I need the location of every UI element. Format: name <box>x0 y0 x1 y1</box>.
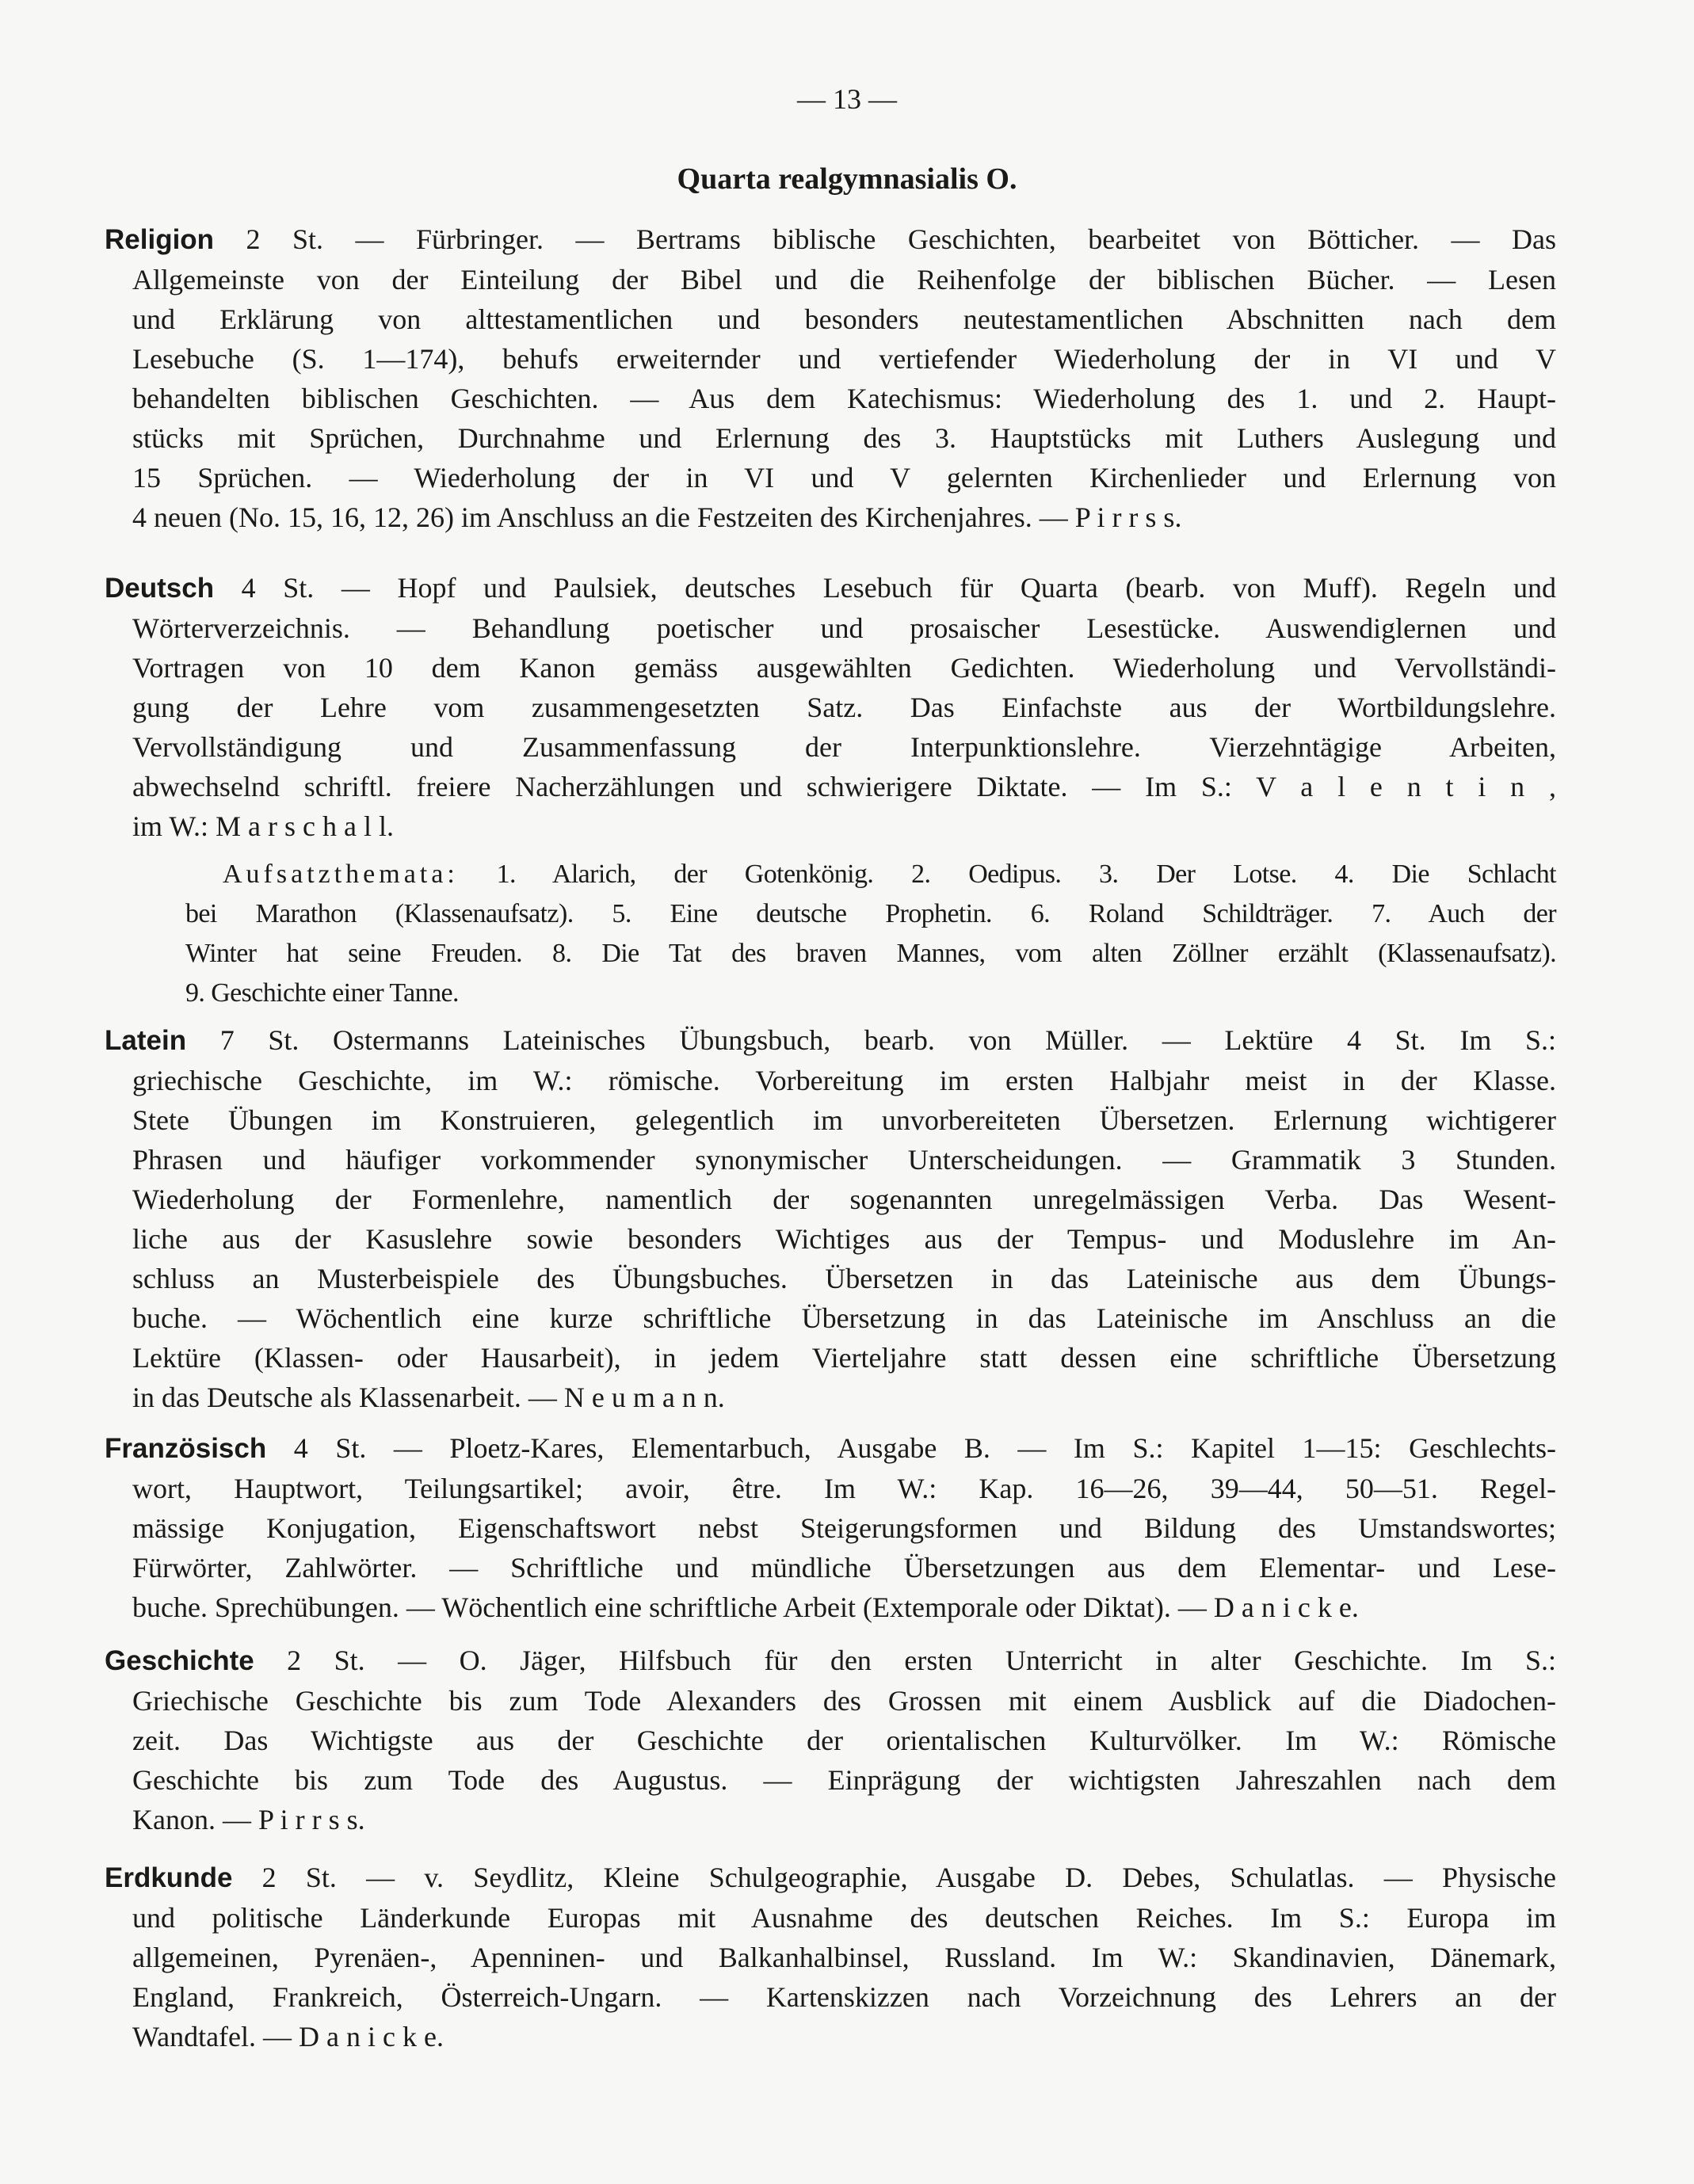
text-line <box>105 1800 1556 1839</box>
text-line <box>105 1298 1556 1338</box>
line-text: schluss an Musterbeispiele des Übungsbuches. Übersetzen in das Lateinische aus dem Übungs- <box>132 1263 1556 1294</box>
section-heading: Erdkunde <box>105 1862 233 1893</box>
section-geschichte <box>105 1641 1556 1839</box>
line-text: wort, Hauptwort, Teilungsartikel; avoir, être. Im W.: Kap. 16—26, 39—44, 50—51. Regel- <box>132 1473 1556 1504</box>
line-text: und Erklärung von alttestamentlichen und besonders neutestamentlichen Abschnitten nach dem <box>132 303 1556 335</box>
section-heading: Geschichte <box>105 1645 254 1676</box>
text-line <box>105 260 1556 299</box>
text-line <box>105 458 1556 497</box>
text-line <box>105 1898 1556 1938</box>
text-line <box>185 934 1556 974</box>
line-text: in das Deutsche als Klassenarbeit. — N e u m a n n. <box>132 1382 725 1413</box>
text-line <box>105 1469 1556 1508</box>
line-text: England, Frankreich, Österreich-Ungarn. — Kartenskizzen nach Vorzeichnung des Lehrers an der <box>132 1981 1556 2013</box>
text-line <box>105 497 1556 537</box>
line-text: griechische Geschichte, im W.: römische. Vorbereitung im ersten Halbjahr meist in der Klasse. <box>132 1065 1556 1096</box>
text-line <box>105 727 1556 767</box>
text-line <box>105 1641 1556 1681</box>
line-text: bei Marathon (Klassenaufsatz). 5. Eine deutsche Prophetin. 6. Roland Schildträger. 7. Auch der <box>185 899 1556 928</box>
section-deutsch <box>105 568 1556 846</box>
section-aufsatzthemata <box>185 855 1556 1013</box>
line-text: 2 St. — v. Seydlitz, Kleine Schulgeographie, Ausgabe D. Debes, Schulatlas. — Physische <box>232 1862 1556 1893</box>
text-line <box>105 608 1556 648</box>
text-line <box>105 2017 1556 2056</box>
line-text: zeit. Das Wichtigste aus der Geschichte der orientalischen Kulturvölker. Im W.: Römische <box>132 1725 1556 1756</box>
line-text: 7 St. Ostermanns Lateinisches Übungsbuch, bearb. von Müller. — Lektüre 4 St. Im S.: <box>186 1024 1556 1056</box>
text-line <box>105 339 1556 379</box>
text-line <box>105 1587 1556 1627</box>
text-line <box>105 1681 1556 1721</box>
line-text: mässige Konjugation, Eigenschaftswort nebst Steigerungsformen und Bildung des Umstandswortes; <box>132 1512 1556 1544</box>
line-text: Wörterverzeichnis. — Behandlung poetischer und prosaischer Lesestücke. Auswendiglernen und <box>132 612 1556 644</box>
line-text: Wiederholung der Formenlehre, namentlich der sogenannten unregelmässigen Verba. Das Wesent- <box>132 1183 1556 1215</box>
text-line <box>105 1760 1556 1800</box>
line-text: Winter hat seine Freuden. 8. Die Tat des braven Mannes, vom alten Zöllner erzählt (Klassenaufsatz). <box>185 939 1556 968</box>
text-line <box>105 1061 1556 1100</box>
text-line <box>105 1180 1556 1219</box>
line-text: stücks mit Sprüchen, Durchnahme und Erlernung des 3. Hauptstücks mit Luthers Auslegung und <box>132 422 1556 454</box>
line-text: Phrasen und häufiger vorkommender synonymischer Unterscheidungen. — Grammatik 3 Stunden. <box>132 1144 1556 1176</box>
line-text: 4 St. — Hopf und Paulsiek, deutsches Lesebuch für Quarta (bearb. von Muff). Regeln und <box>214 572 1556 604</box>
text-line <box>105 379 1556 418</box>
line-text: 2 St. — O. Jäger, Hilfsbuch für den ersten Unterricht in alter Geschichte. Im S.: <box>254 1645 1556 1676</box>
line-text: 15 Sprüchen. — Wiederholung der in VI und V gelernten Kirchenlieder und Erlernung von <box>132 462 1556 494</box>
line-text: Wandtafel. — D a n i c k e. <box>132 2021 444 2053</box>
line-text: Fürwörter, Zahlwörter. — Schriftliche und mündliche Übersetzungen aus dem Elementar- und Lese- <box>132 1552 1556 1584</box>
text-line <box>105 418 1556 458</box>
line-text: 9. Geschichte einer Tanne. <box>185 978 459 1008</box>
section-heading: Deutsch <box>105 573 215 604</box>
line-text: buche. — Wöchentlich eine kurze schriftliche Übersetzung in das Lateinische im Anschluss an die <box>132 1302 1556 1334</box>
text-line <box>105 1020 1556 1061</box>
text-line <box>185 855 1556 894</box>
text-line <box>185 974 1556 1013</box>
text-line <box>105 1378 1556 1417</box>
line-text: Vortragen von 10 dem Kanon gemäss ausgewählten Gedichten. Wiederholung und Vervollständi- <box>132 652 1556 684</box>
text-line <box>105 1508 1556 1548</box>
text-line <box>105 1858 1556 1898</box>
line-text: und politische Länderkunde Europas mit Ausnahme des deutschen Reiches. Im S.: Europa im <box>132 1902 1556 1934</box>
page-title: Quarta realgymnasialis O. <box>677 162 1017 196</box>
text-line <box>105 1100 1556 1140</box>
line-text: Allgemeinste von der Einteilung der Bibel und die Reihenfolge der biblischen Bücher. — Lesen <box>132 264 1556 295</box>
text-line <box>105 1938 1556 1977</box>
text-line <box>105 1548 1556 1587</box>
text-line <box>105 1721 1556 1760</box>
text-line <box>105 219 1556 260</box>
line-text: 2 St. — Fürbringer. — Bertrams biblische Geschichten, bearbeitet von Bötticher. — Das <box>214 223 1556 255</box>
line-text: gung der Lehre vom zusammengesetzten Satz. Das Einfachste aus der Wortbildungslehre. <box>132 692 1556 723</box>
text-line <box>105 688 1556 727</box>
line-text: Vervollständigung und Zusammenfassung der Interpunktionslehre. Vierzehntägige Arbeiten, <box>132 731 1556 763</box>
section-latein <box>105 1020 1556 1417</box>
section-religion <box>105 219 1556 537</box>
line-text: abwechselnd schriftl. freiere Nacherzählungen und schwierigere Diktate. — Im S.: V a l e n t i n , <box>132 771 1556 802</box>
line-text: Stete Übungen im Konstruieren, gelegentlich im unvorbereiteten Übersetzen. Erlernung wichtigerer <box>132 1104 1556 1136</box>
text-line <box>105 299 1556 339</box>
section-erdkunde <box>105 1858 1556 2056</box>
line-text: behandelten biblischen Geschichten. — Aus dem Katechismus: Wiederholung des 1. und 2. Haupt- <box>132 383 1556 414</box>
line-text: Kanon. — P i r r s s. <box>132 1804 365 1835</box>
page-number: — 13 — <box>797 83 897 115</box>
text-line <box>105 806 1556 846</box>
section-heading: Religion <box>105 224 215 255</box>
text-line <box>185 894 1556 934</box>
text-line <box>105 1338 1556 1378</box>
line-text: Lesebuche (S. 1—174), behufs erweiternder und vertiefender Wiederholung der in VI und V <box>132 343 1556 375</box>
line-text: liche aus der Kasuslehre sowie besonders Wichtiges aus der Tempus- und Moduslehre im An- <box>132 1223 1556 1255</box>
text-line <box>105 648 1556 688</box>
text-line <box>105 1259 1556 1298</box>
section-heading: Aufsatzthemata: <box>223 859 459 889</box>
line-text: Griechische Geschichte bis zum Tode Alexanders des Grossen mit einem Ausblick auf die Diadochen- <box>132 1685 1556 1717</box>
text-line <box>105 1977 1556 2017</box>
text-line <box>105 568 1556 608</box>
line-text: buche. Sprechübungen. — Wöchentlich eine schriftliche Arbeit (Extemporale oder Diktat). — D a n i c k e. <box>132 1591 1359 1623</box>
text-line <box>105 767 1556 806</box>
section-franzoesisch <box>105 1428 1556 1627</box>
section-heading: Französisch <box>105 1433 267 1464</box>
line-text: Geschichte bis zum Tode des Augustus. — Einprägung der wichtigsten Jahreszahlen nach dem <box>132 1764 1556 1796</box>
text-line <box>105 1140 1556 1180</box>
line-text: allgemeinen, Pyrenäen-, Apenninen- und Balkanhalbinsel, Russland. Im W.: Skandinavien, Dänemark, <box>132 1942 1556 1973</box>
line-text: 4 neuen (No. 15, 16, 12, 26) im Anschluss an die Festzeiten des Kirchenjahres. — P i r r s s. <box>132 501 1182 533</box>
line-text: Lektüre (Klassen- oder Hausarbeit), in jedem Vierteljahre statt dessen eine schriftliche Übersetzung <box>132 1342 1556 1374</box>
line-text: 4 St. — Ploetz-Kares, Elementarbuch, Ausgabe B. — Im S.: Kapitel 1—15: Geschlechts- <box>266 1432 1556 1464</box>
text-line <box>105 1219 1556 1259</box>
line-text: im W.: M a r s c h a l l. <box>132 810 394 842</box>
line-text: 1. Alarich, der Gotenkönig. 2. Oedipus. 3. Der Lotse. 4. Die Schlacht <box>458 859 1556 889</box>
text-line <box>105 1428 1556 1469</box>
section-heading: Latein <box>105 1025 187 1056</box>
